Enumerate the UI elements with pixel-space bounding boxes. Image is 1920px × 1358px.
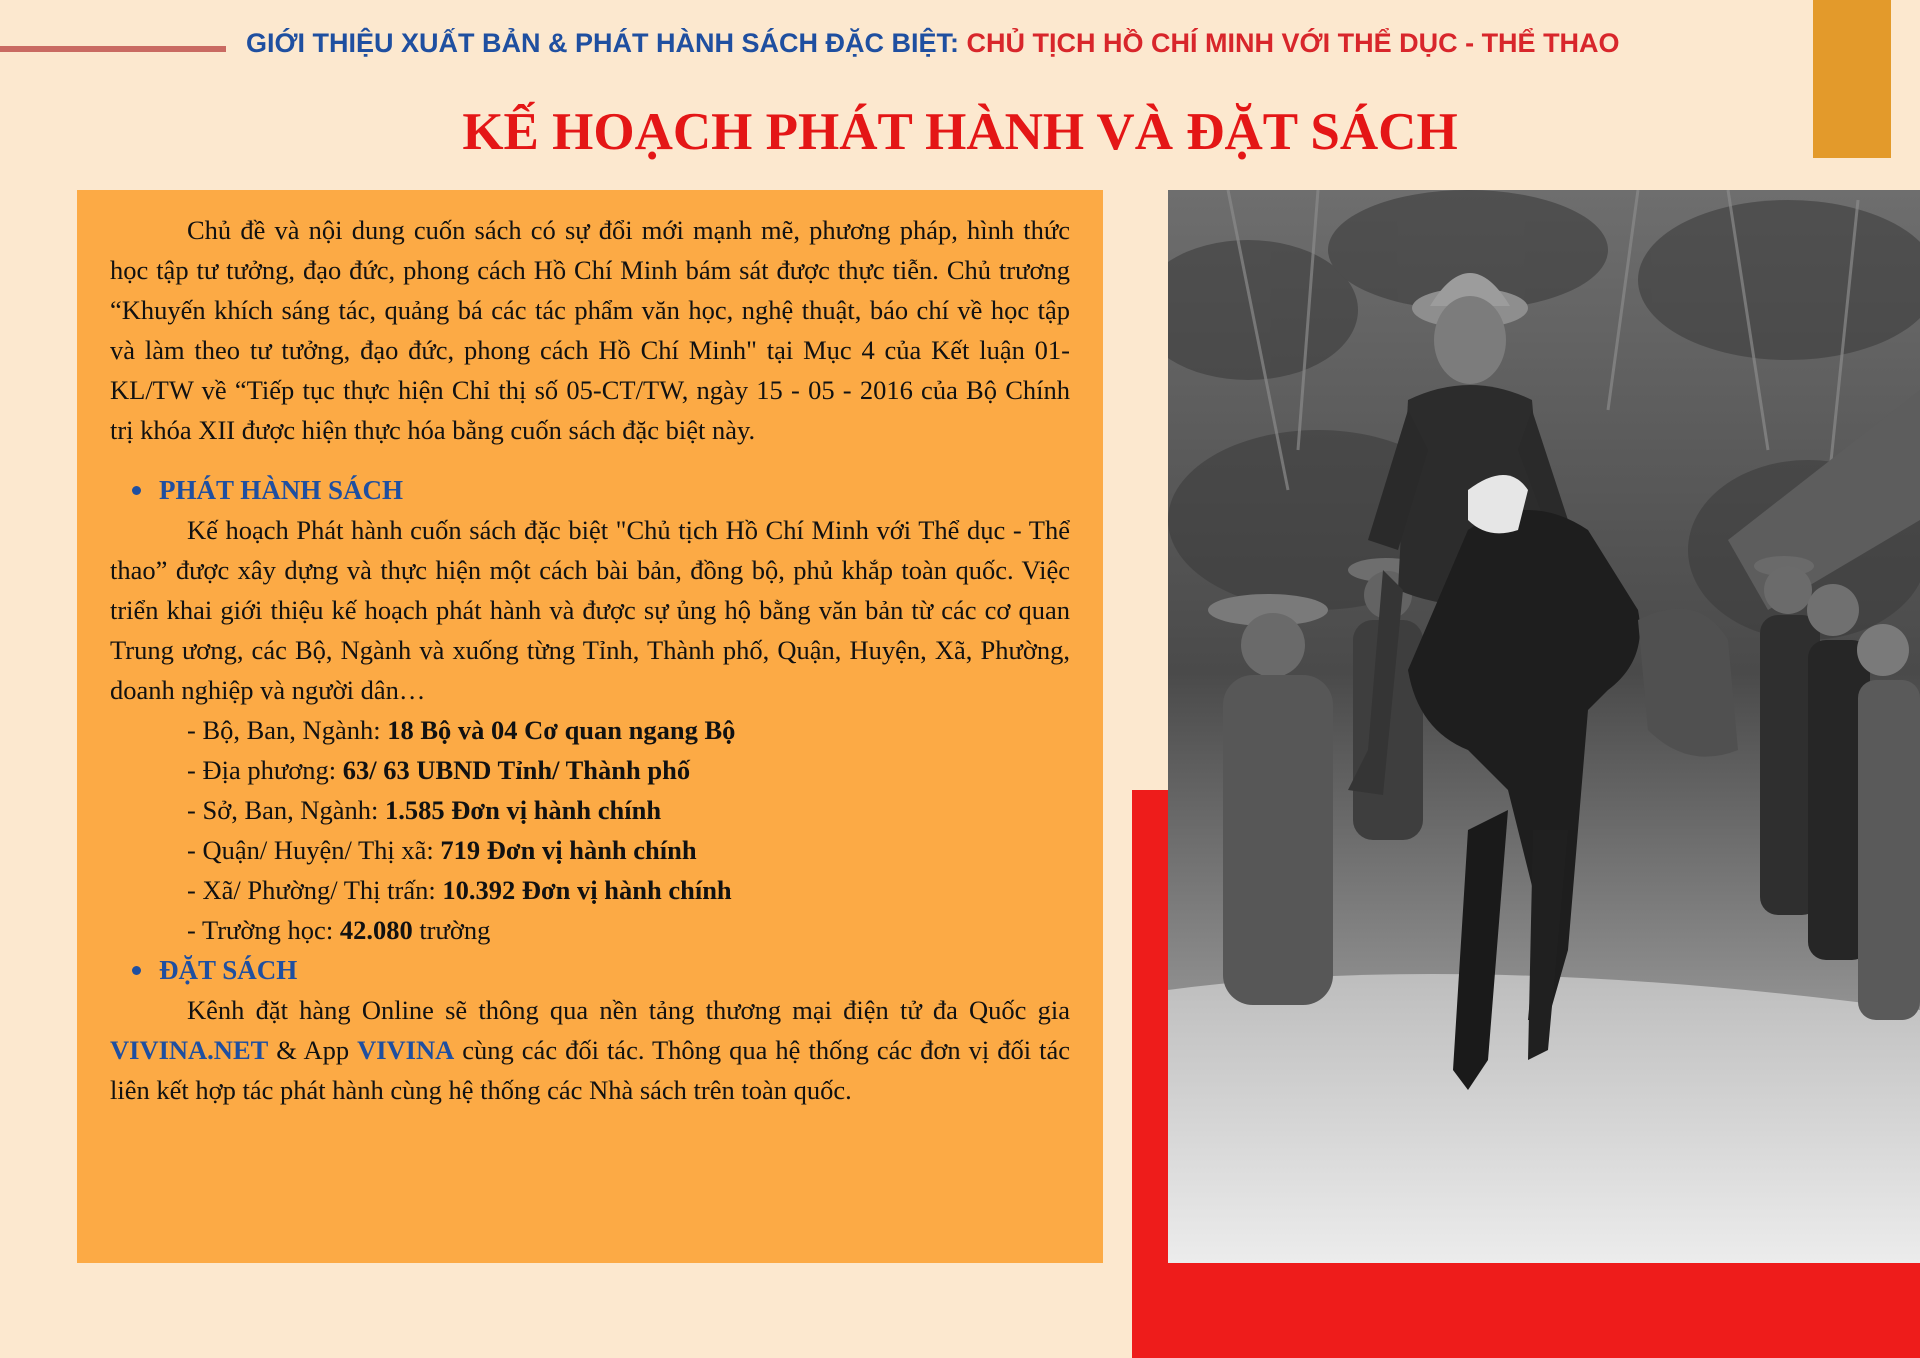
historic-photo	[1168, 190, 1920, 1263]
release-heading	[110, 470, 1070, 510]
header-subject: CHỦ TỊCH HỒ CHÍ MINH VỚI THỂ DỤC - THỂ THAO	[959, 28, 1620, 58]
photo-illustration	[1168, 190, 1920, 1263]
header-prefix: GIỚI THIỆU XUẤT BẢN & PHÁT HÀNH SÁCH ĐẶC BIỆT:	[246, 28, 960, 58]
release-paragraph: Kế hoạch Phát hành cuốn sách đặc biệt "Chủ tịch Hồ Chí Minh với Thể dục - Thể thao” được xây dựng và thực hiện một cách bài bản, đồng bộ, phủ khắp toàn quốc. Việc triển khai giới thiệu kế hoạch phát hành và được sự ủng hộ bằng văn bản từ các cơ quan Trung ương, các Bộ, Ngành và xuống từng Tỉnh, Thành phố, Quận, Huyện, Xã, Phường, doanh nghiệp và người dân…	[110, 515, 1070, 705]
vivina-net-link[interactable]: VIVINA.NET	[110, 1035, 269, 1065]
content-panel	[77, 190, 1103, 1263]
intro-paragraph: Chủ đề và nội dung cuốn sách có sự đổi mới mạnh mẽ, phương pháp, hình thức học tập tư tưởng, đạo đức, phong cách Hồ Chí Minh bám sát được thực tiễn. Chủ trương “Khuyến khích sáng tác, quảng bá các tác phẩm văn học, nghệ thuật, báo chí về học tập và làm theo tư tưởng, đạo đức, phong cách Hồ Chí Minh" tại Mục 4 của Kết luận 01-KL/TW về “Tiếp tục thực hiện Chỉ thị số 05-CT/TW, ngày 15 - 05 - 2016 của Bộ Chính trị khóa XII được hiện thực hóa bằng cuốn sách đặc biệt này.	[110, 215, 1070, 445]
page-header	[246, 28, 1620, 59]
page-title: KẾ HOẠCH PHÁT HÀNH VÀ ĐẶT SÁCH	[462, 103, 1458, 161]
release-heading-label: PHÁT HÀNH SÁCH	[159, 475, 404, 505]
bullet-icon	[132, 966, 141, 975]
stat-line: - Quận/ Huyện/ Thị xã: 719 Đơn vị hành chính	[187, 835, 697, 865]
stat-line: - Bộ, Ban, Ngành: 18 Bộ và 04 Cơ quan ngang Bộ	[187, 715, 736, 745]
vivina-app-link[interactable]: VIVINA	[357, 1035, 455, 1065]
order-heading-label: ĐẶT SÁCH	[159, 955, 298, 985]
stat-line: - Sở, Ban, Ngành: 1.585 Đơn vị hành chính	[187, 795, 662, 825]
stat-line: - Xã/ Phường/ Thị trấn: 10.392 Đơn vị hành chính	[187, 875, 732, 905]
header-rule	[0, 46, 226, 52]
bullet-icon	[132, 486, 141, 495]
stat-line: - Trường học: 42.080 trường	[187, 915, 491, 945]
stat-line: - Địa phương: 63/ 63 UBND Tỉnh/ Thành phố	[187, 755, 691, 785]
order-paragraph: Kênh đặt hàng Online sẽ thông qua nền tảng thương mại điện tử đa Quốc gia VIVINA.NET & App VIVINA cùng các đối tác. Thông qua hệ thống các đơn vị đối tác liên kết hợp tác phát hành cùng hệ thống các Nhà sách trên toàn quốc.	[110, 995, 1070, 1105]
order-heading	[110, 950, 1070, 990]
